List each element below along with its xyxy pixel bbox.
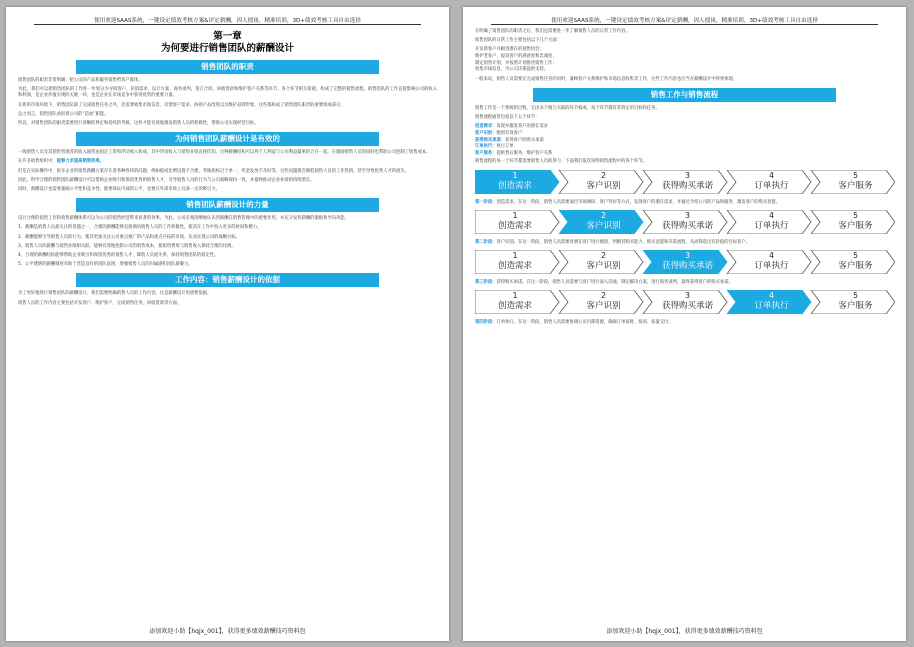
flow-step-number: 3 — [685, 250, 690, 260]
paragraph-text: 在许多销售组织中， — [18, 159, 57, 165]
flow-step-label: 客户识别 — [586, 180, 621, 191]
flow-step-label: 客户服务 — [838, 260, 873, 271]
flow-step-number: 5 — [853, 170, 858, 180]
flow-step-label: 获得购买承诺 — [661, 180, 713, 191]
flow-step-number: 4 — [769, 291, 774, 301]
paragraph: 销售流程通常包括以下五个环节： — [475, 115, 540, 121]
flow-step-label: 客户识别 — [586, 260, 621, 271]
stage-paragraph: 第四阶段：订单执行。在这一阶段，销售人员需要协调公司内部资源，确保订单按时、按质、按量交付。 — [475, 320, 673, 326]
page-footer: 添加欢迎小助【hqjx_001】，获得更多绩效薪酬技巧资料包 — [606, 628, 763, 635]
page-left — [6, 7, 449, 641]
paragraph — [18, 159, 437, 165]
section-banner: 销售团队薪酬设计的力量 — [76, 198, 379, 212]
flow-step-number: 4 — [769, 170, 774, 180]
flow-step-number: 1 — [512, 210, 518, 220]
stage-paragraph: 第三阶段：获得购买承诺。在这一阶段，销售人员需要与客户进行深入沟通，制定解决方案，进行商务谈判，最终获得客户的购买承诺。 — [475, 279, 733, 285]
page-header: 使用欢迎SAAS系统，一键设定绩效考核方案&评定薪酬，因人授岗，精准培训，3D+绩效考核工具自由选择 — [491, 7, 878, 25]
page-right — [463, 7, 906, 641]
flow-step-label: 客户识别 — [586, 301, 621, 312]
flow-step-number: 2 — [601, 250, 606, 260]
process-flow — [475, 170, 894, 194]
flow-step-number: 4 — [769, 210, 774, 220]
flow-step-label: 客户服务 — [838, 180, 873, 191]
stage-definition: 获得购买承诺：获得客户的购买承诺 — [475, 137, 544, 143]
section-banner: 销售工作与销售流程 — [533, 88, 836, 102]
flow-step-label: 获得购买承诺 — [661, 220, 713, 231]
page-footer: 添加欢迎小助【hqjx_001】，获得更多绩效薪酬技巧资料包 — [149, 628, 306, 635]
bullet-item: 收集市场信息，为公司决策提供支持。 — [475, 67, 549, 73]
paragraph: 3、销售人员的薪酬与销售业绩相关联，能够有效地控制公司的销售成本，使销售费用与销售收入保持合理的比例。 — [18, 243, 236, 249]
flow-step-label: 客户服务 — [838, 301, 873, 312]
flow-step-number: 1 — [512, 250, 518, 260]
paragraph: 4、合理的薪酬结构能够帮助企业吸引和保留优秀的销售人才，降低人员流失率，保持销售团队的稳定性。 — [18, 253, 219, 259]
stage-paragraph: 第一阶段：创造需求。在这一阶段，销售人员需要通过市场调研、客户拜访等方式，发现客户的潜在需求，并通过介绍公司的产品和服务，激发客户的购买意愿。 — [475, 199, 781, 205]
section-banner: 工作内容：销售薪酬设计的依据 — [76, 273, 379, 287]
paragraph: 为此，我们可以把销售团队的工作进一步划分为寻找客户、识别需求、设计方案、商务谈判、签订合同、回收货款和维护客户关系等环节。各个环节相互衔接，构成了完整的销售流程。销售团队的工作直接影响公司的收入和利润，是企业价值实现的关键一环，也是企业在市场竞争中获得优势的重要力量。 — [18, 87, 437, 99]
process-flow — [475, 250, 894, 274]
flow-step-label: 客户服务 — [838, 220, 873, 231]
stage-definition: 订单执行：执行订单 — [475, 144, 514, 150]
paragraph: 在新的市场环境下，销售团队除了完成销售任务之外，还需要收集市场信息、反馈客户需求、协助产品改进以及维护品牌形象，这些都构成了销售团队职责的重要组成部分。 — [18, 102, 345, 108]
paragraph: 为了更好地进行销售团队的薪酬设计，我们需要明确销售人员的工作内容，这是薪酬设计的重要依据。 — [18, 291, 212, 297]
flow-step-label: 客户识别 — [586, 220, 621, 231]
paragraph: 总之而言，销售团队承担着公司的“造血”职能。 — [18, 111, 109, 117]
flow-step-label: 创造需求 — [497, 180, 532, 191]
flow-step-number: 2 — [601, 291, 606, 301]
paragraph: 销售团队的职责非常明确：把公司的产品和服务销售给客户群体。 — [18, 78, 143, 83]
flow-step-label: 创造需求 — [497, 220, 532, 231]
flow-step-number: 3 — [685, 291, 690, 301]
flow-step-label: 获得购买承诺 — [661, 301, 713, 312]
flow-step-number: 1 — [512, 291, 518, 301]
flow-step-number: 1 — [512, 170, 518, 180]
paragraph: 2、薪酬能够引导销售人员的行为，使其更加关注公司重点推广的产品和重点开拓的市场，从而实现公司的战略目标。 — [18, 234, 240, 240]
paragraph: 在明确了销售团队的职责之后，我们还需要进一步了解销售人员的日常工作内容。 — [475, 29, 630, 34]
flow-step-label: 订单执行 — [754, 301, 789, 312]
paragraph: 销售团队的日常工作主要包括以下几个方面： — [475, 38, 561, 44]
flow-step-label: 创造需求 — [497, 260, 532, 271]
flow-step-label: 获得购买承诺 — [661, 260, 713, 271]
flow-step-label: 订单执行 — [754, 260, 789, 271]
paragraph: 所以，对销售团队的职责需要进行清晰的界定和持续的考核，这样才能有效地激发销售人员的积极性，帮助公司实现经营目标。 — [18, 121, 259, 127]
flow-step-number: 4 — [769, 250, 774, 260]
bullet-item: 制定销售计划，并按照计划推进销售工作； — [475, 60, 557, 66]
flow-step-label: 订单执行 — [754, 180, 789, 191]
highlight-text: 能够力求提高销售效率。 — [56, 159, 104, 165]
paragraph: 销售工作是一个系统的过程，它由多个相互关联的环节构成，每个环节都有其特定的目标和任务。 — [475, 105, 660, 111]
paragraph: 因此，科学合理的销售团队薪酬设计可以帮助企业吸引和保留优秀的销售人才，引导销售人员的行为与公司战略保持一致，并最终推动企业业绩的持续增长。 — [18, 177, 315, 183]
section-banner: 销售团队的职责 — [76, 60, 379, 74]
stage-paragraph: 第二阶段：客户识别。在这一阶段，销售人员需要对潜在客户进行甄别，判断其购买能力、购买意愿和决策流程，从而筛选出有价值的目标客户。 — [475, 239, 750, 245]
flow-step-number: 5 — [853, 291, 858, 301]
paragraph: 一般来说，销售人员需要在完成销售任务的同时，兼顾客户关系维护和市场信息收集等工作，这些工作内容也应当在薪酬设计中得到体现。 — [475, 76, 738, 82]
stage-definition: 客户识别：甄别有效客户 — [475, 130, 523, 136]
process-flow — [475, 210, 894, 234]
flow-step-number: 3 — [685, 170, 690, 180]
flow-step-label: 订单执行 — [754, 220, 789, 231]
flow-step-label: 创造需求 — [497, 301, 532, 312]
page-header: 使用欢迎SAAS系统，一键设定绩效考核方案&评定薪酬，因人授岗，精准培训，3D+绩效考核工具自由选择 — [34, 7, 421, 25]
flow-step-number: 2 — [601, 210, 606, 220]
stage-definition: 创造需求：发现并激发客户的潜在需求 — [475, 124, 549, 130]
paragraph: 但是在实际操作中，很多企业的销售薪酬方案存在着各种各样的问题，例如提成比例设置不合理、考核指标过于单一、奖金发放不及时等，这些问题都会降低销售人员的工作热情，甚至导致优秀人才的流失。 — [18, 168, 410, 174]
flow-step-number: 5 — [853, 250, 858, 260]
bullet-item: 开发新客户并跟进潜在的销售机会； — [475, 47, 544, 53]
paragraph: 销售人员的工作内容主要包括开发客户、维护客户、完成销售任务、回收货款等方面。 — [18, 300, 182, 306]
paragraph: 销售流程的每一个环节都需要销售人员的努力，下面我们依次说明销售流程中的各个环节。 — [475, 159, 647, 165]
paragraph: 一线销售人员及其销售管理者的收入通常由固定工资和浮动收入构成，其中浮动收入与销售业绩直接挂钩。这种薪酬结构可以将个人利益与公司利益紧密结合在一起，在激励销售人员的同时也帮助公司控制了销售成本。 — [18, 150, 431, 156]
paragraph: 设计合理的销售工作和销售薪酬体系可以为公司的销售经营带来显著的效果。为此，公司必须清晰地认识到薪酬在销售管理中的重要作用，并充分发挥薪酬的激励和导向功能。 — [18, 216, 349, 222]
chapter-title: 为何要进行销售团队的薪酬设计 — [160, 43, 294, 54]
flow-step-number: 5 — [853, 210, 858, 220]
section-banner: 为何销售团队薪酬设计是有效的 — [76, 132, 379, 146]
paragraph: 同时，薪酬设计也需要兼顾公平性和竞争性，既要保证内部的公平，也要在外部市场上具备一定的吸引力。 — [18, 187, 220, 193]
chapter-number: 第一章 — [213, 31, 242, 42]
stage-definition: 客户服务：提供售后服务，维护客户关系 — [475, 150, 553, 156]
flow-step-number: 2 — [601, 170, 606, 180]
bullet-item: 维护老客户，提高客户的满意度和忠诚度； — [475, 54, 557, 59]
paragraph: 1、薪酬是销售人员最关注的话题之一，合理的薪酬能够直接调动销售人员的工作积极性，使其在工作中投入更多的时间和精力。 — [18, 225, 262, 231]
flow-step-number: 3 — [685, 210, 690, 220]
process-flow — [475, 290, 894, 314]
paragraph: 5、公平透明的薪酬制度有助于营造良好的团队氛围，增强销售人员的归属感和团队凝聚力。 — [18, 262, 193, 268]
